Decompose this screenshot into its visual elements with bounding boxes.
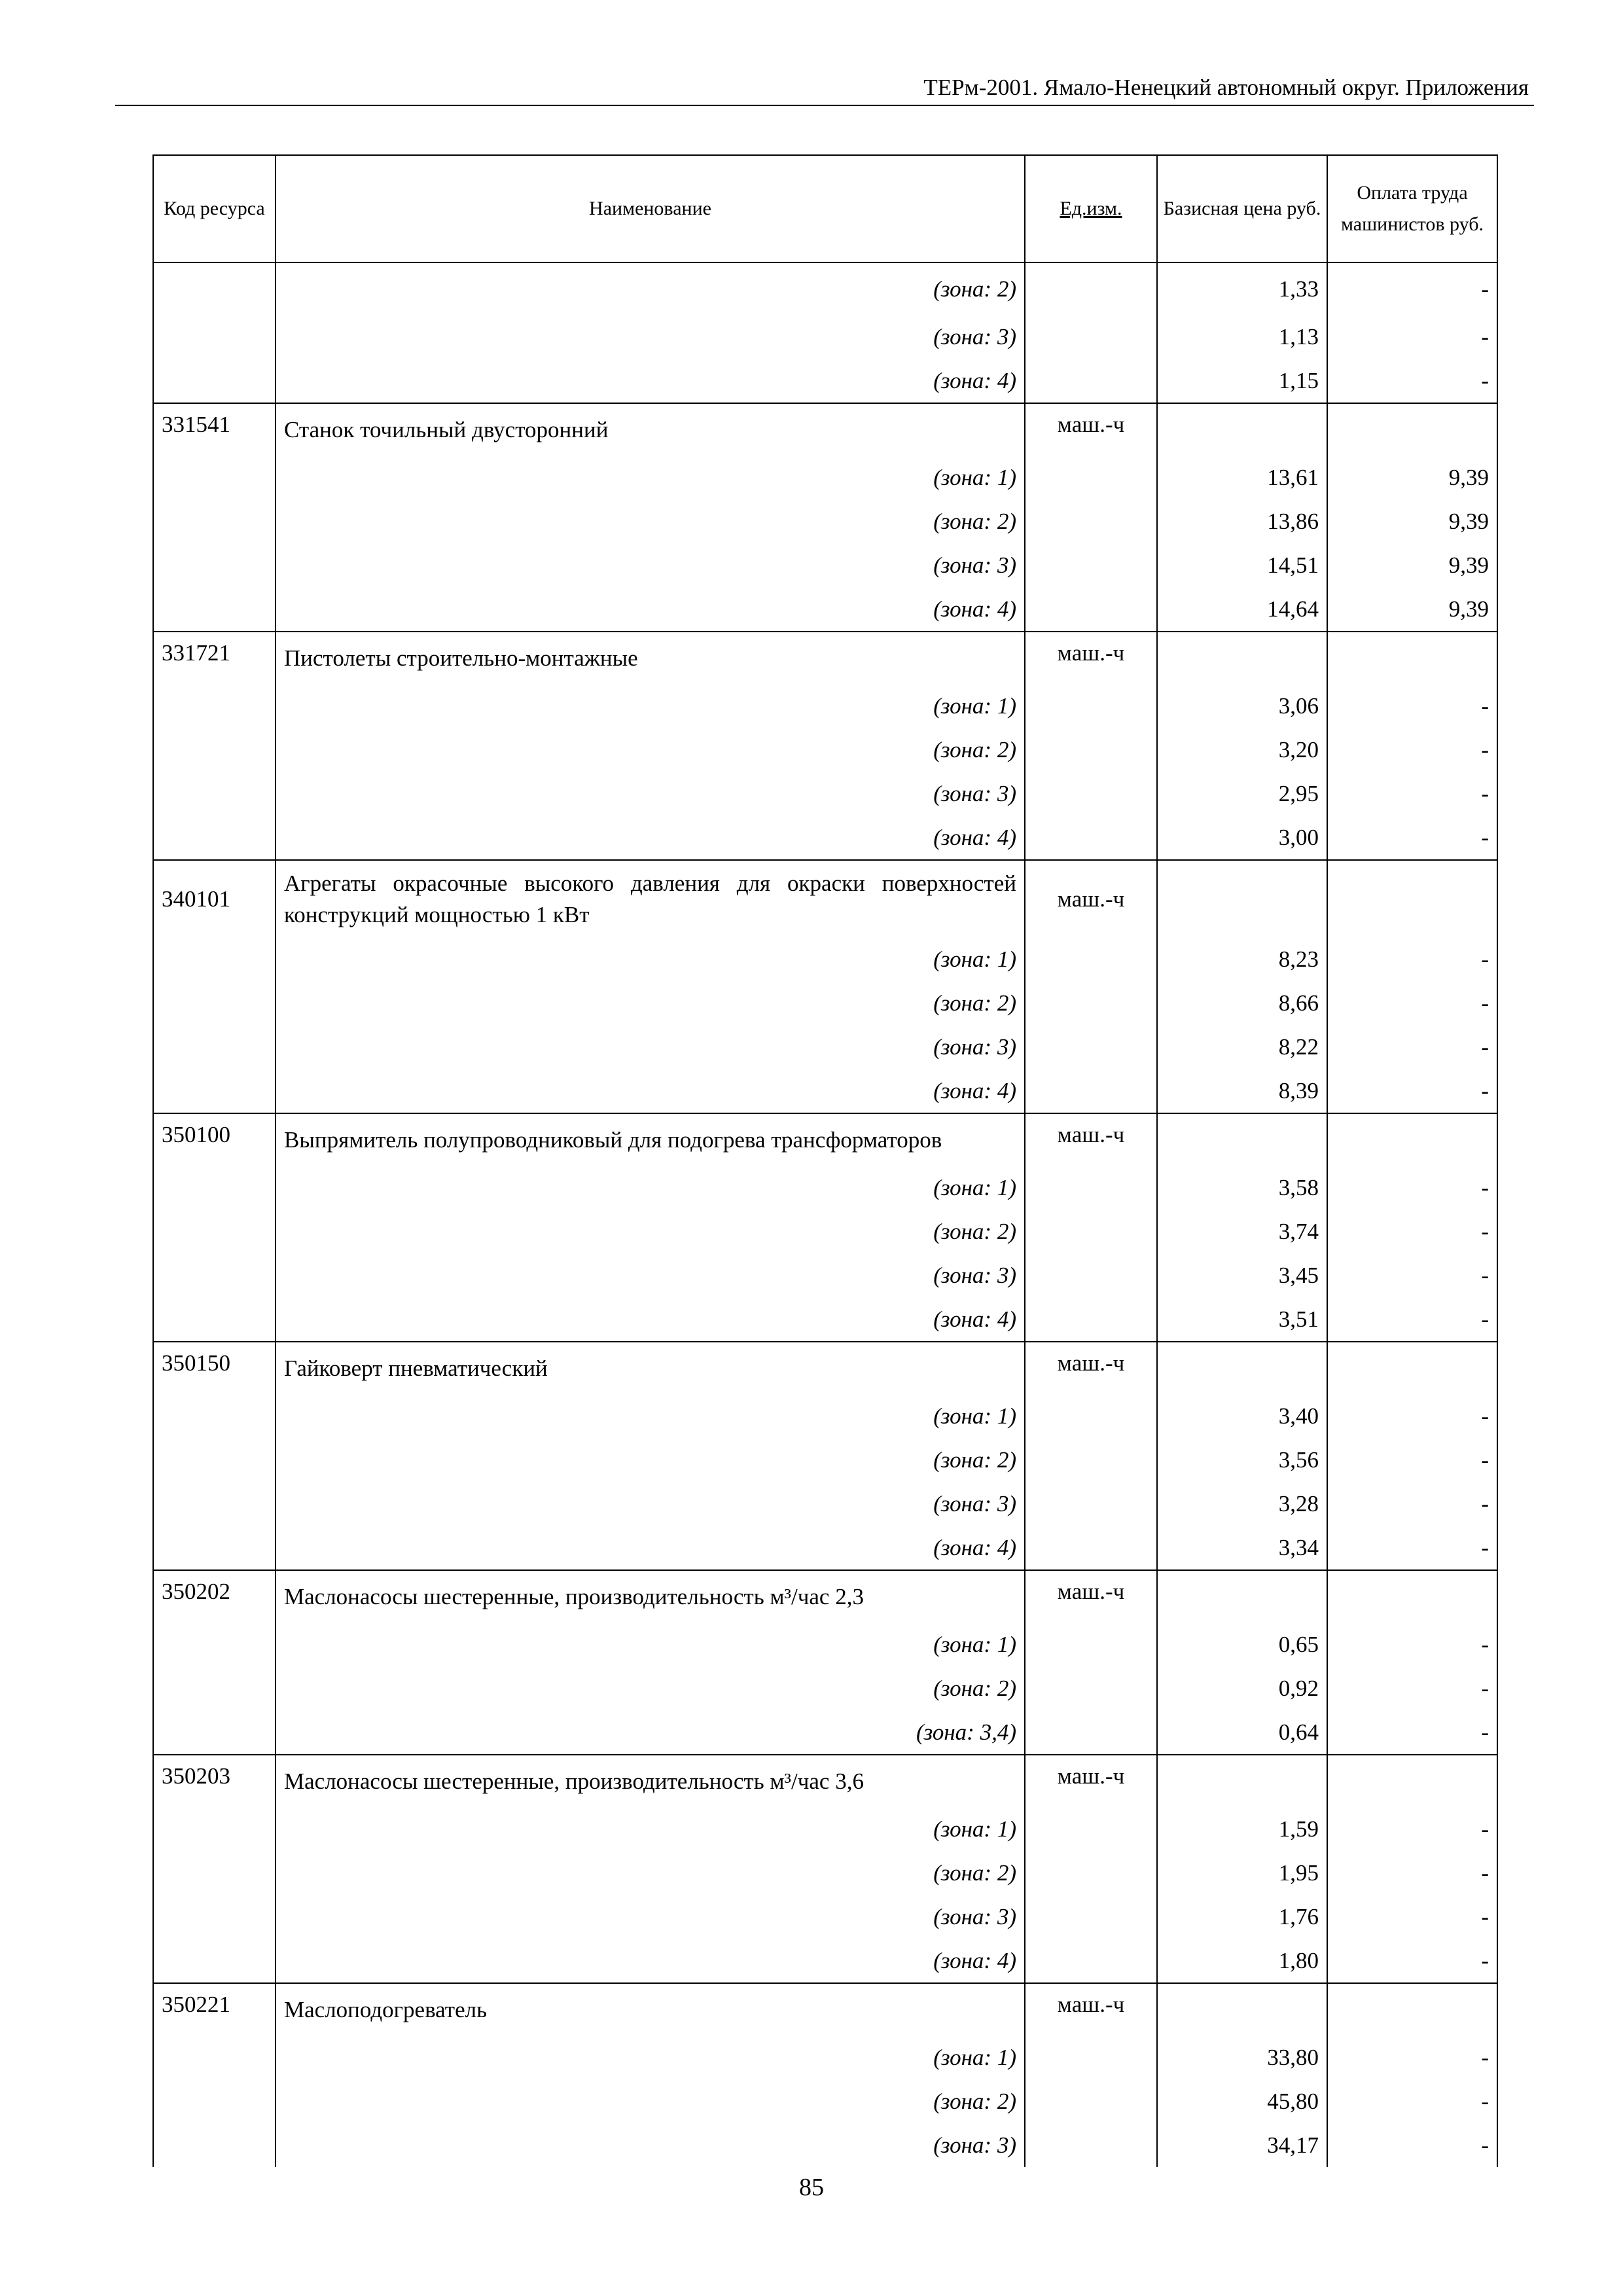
page-header <box>115 72 1534 106</box>
price-cell: 2,95 <box>1157 772 1327 816</box>
unit-cell <box>1025 2079 1157 2123</box>
document-title: ТЕРм-2001. Ямало-Ненецкий автономный округ. Приложения <box>923 75 1529 100</box>
labor-cell: - <box>1327 1438 1497 1482</box>
code-cell <box>153 981 276 1025</box>
price-cell: 0,64 <box>1157 1710 1327 1755</box>
code-cell <box>153 2123 276 2167</box>
code-cell <box>153 1297 276 1342</box>
code-cell <box>153 359 276 403</box>
labor-cell <box>1327 1113 1497 1166</box>
labor-cell: - <box>1327 1895 1497 1939</box>
resource-row <box>153 403 1497 456</box>
unit-cell <box>1025 1482 1157 1526</box>
zone-cell: (зона: 4) <box>276 1069 1025 1113</box>
unit-cell <box>1025 2123 1157 2167</box>
code-cell <box>153 1666 276 1710</box>
price-cell: 3,28 <box>1157 1482 1327 1526</box>
code-cell <box>153 2036 276 2079</box>
labor-cell: - <box>1327 1807 1497 1851</box>
zone-cell: (зона: 4) <box>276 1297 1025 1342</box>
code-cell <box>153 1895 276 1939</box>
zone-row <box>153 1526 1497 1570</box>
labor-cell <box>1327 403 1497 456</box>
zone-cell: (зона: 1) <box>276 2036 1025 2079</box>
price-cell: 8,39 <box>1157 1069 1327 1113</box>
code-cell <box>153 728 276 772</box>
code-cell <box>153 1526 276 1570</box>
zone-cell: (зона: 1) <box>276 1394 1025 1438</box>
labor-cell: - <box>1327 1297 1497 1342</box>
header-unit <box>1025 155 1157 262</box>
price-cell <box>1157 860 1327 937</box>
zone-row <box>153 981 1497 1025</box>
price-cell: 3,74 <box>1157 1210 1327 1253</box>
zone-row <box>153 684 1497 728</box>
code-cell <box>153 543 276 587</box>
code-cell <box>153 1710 276 1755</box>
price-cell: 1,76 <box>1157 1895 1327 1939</box>
price-cell: 1,13 <box>1157 315 1327 359</box>
zone-cell: (зона: 4) <box>276 1939 1025 1983</box>
code-cell <box>153 1069 276 1113</box>
labor-cell: - <box>1327 359 1497 403</box>
resource-row <box>153 1570 1497 1623</box>
code-cell <box>153 1025 276 1069</box>
unit-cell <box>1025 1394 1157 1438</box>
zone-cell: (зона: 1) <box>276 1623 1025 1666</box>
zone-cell: (зона: 3) <box>276 315 1025 359</box>
labor-cell: - <box>1327 1394 1497 1438</box>
unit-cell <box>1025 1623 1157 1666</box>
resource-row <box>153 1755 1497 1807</box>
resource-name: Пистолеты строительно-монтажные <box>276 632 1025 684</box>
resource-unit: маш.-ч <box>1025 1755 1157 1807</box>
resource-name: Агрегаты окрасочные высокого давления для окраски поверхностей конструкций мощностью 1 кВт <box>276 860 1025 937</box>
price-cell: 3,40 <box>1157 1394 1327 1438</box>
resource-code: 350202 <box>153 1570 276 1623</box>
labor-cell: - <box>1327 1210 1497 1253</box>
zone-row <box>153 1710 1497 1755</box>
price-cell: 8,22 <box>1157 1025 1327 1069</box>
labor-cell: - <box>1327 1710 1497 1755</box>
unit-cell <box>1025 1895 1157 1939</box>
zone-cell: (зона: 4) <box>276 816 1025 860</box>
labor-cell: - <box>1327 981 1497 1025</box>
zone-cell: (зона: 2) <box>276 1210 1025 1253</box>
code-cell <box>153 1482 276 1526</box>
zone-cell: (зона: 2) <box>276 1666 1025 1710</box>
unit-cell <box>1025 1939 1157 1983</box>
zone-row <box>153 1895 1497 1939</box>
code-cell <box>153 684 276 728</box>
resource-name: Станок точильный двусторонний <box>276 403 1025 456</box>
zone-cell: (зона: 3) <box>276 772 1025 816</box>
price-cell: 1,80 <box>1157 1939 1327 1983</box>
labor-cell: 9,39 <box>1327 543 1497 587</box>
zone-cell: (зона: 3) <box>276 1025 1025 1069</box>
price-cell <box>1157 1570 1327 1623</box>
price-cell: 1,33 <box>1157 262 1327 315</box>
unit-cell <box>1025 1166 1157 1210</box>
code-cell <box>153 816 276 860</box>
resource-unit: маш.-ч <box>1025 1983 1157 2036</box>
resource-unit: маш.-ч <box>1025 403 1157 456</box>
zone-row <box>153 1253 1497 1297</box>
page-number: 85 <box>799 2174 824 2201</box>
zone-cell: (зона: 2) <box>276 1438 1025 1482</box>
labor-cell: - <box>1327 1623 1497 1666</box>
zone-row <box>153 499 1497 543</box>
zone-cell: (зона: 2) <box>276 499 1025 543</box>
zone-row <box>153 1666 1497 1710</box>
header-price: Базисная цена руб. <box>1157 155 1327 262</box>
code-cell <box>153 1851 276 1895</box>
table-header-row <box>153 155 1497 262</box>
labor-cell: - <box>1327 1851 1497 1895</box>
zone-cell: (зона: 2) <box>276 1851 1025 1895</box>
price-cell: 34,17 <box>1157 2123 1327 2167</box>
zone-cell: (зона: 4) <box>276 359 1025 403</box>
price-cell: 1,59 <box>1157 1807 1327 1851</box>
labor-cell: - <box>1327 1025 1497 1069</box>
price-cell: 14,64 <box>1157 587 1327 632</box>
labor-cell: 9,39 <box>1327 587 1497 632</box>
unit-cell <box>1025 262 1157 315</box>
labor-cell: - <box>1327 772 1497 816</box>
labor-cell: - <box>1327 1069 1497 1113</box>
resource-row <box>153 1113 1497 1166</box>
code-cell <box>153 1623 276 1666</box>
header-name: Наименование <box>276 155 1025 262</box>
zone-cell: (зона: 3) <box>276 1482 1025 1526</box>
zone-row <box>153 2079 1497 2123</box>
labor-cell: - <box>1327 937 1497 981</box>
zone-row <box>153 359 1497 403</box>
zone-row <box>153 1482 1497 1526</box>
zone-row <box>153 772 1497 816</box>
price-cell <box>1157 1113 1327 1166</box>
zone-row <box>153 315 1497 359</box>
unit-cell <box>1025 816 1157 860</box>
code-cell <box>153 1438 276 1482</box>
table-body <box>153 262 1497 2167</box>
price-cell <box>1157 1342 1327 1394</box>
zone-row <box>153 1939 1497 1983</box>
unit-cell <box>1025 1025 1157 1069</box>
resource-name: Маслоподогреватель <box>276 1983 1025 2036</box>
price-cell: 3,34 <box>1157 1526 1327 1570</box>
code-cell <box>153 587 276 632</box>
unit-cell <box>1025 1710 1157 1755</box>
resource-code: 331541 <box>153 403 276 456</box>
zone-cell: (зона: 2) <box>276 2079 1025 2123</box>
zone-cell: (зона: 3) <box>276 1253 1025 1297</box>
labor-cell: - <box>1327 2123 1497 2167</box>
zone-row <box>153 1394 1497 1438</box>
resource-code: 350203 <box>153 1755 276 1807</box>
zone-row <box>153 1297 1497 1342</box>
zone-row <box>153 1623 1497 1666</box>
zone-cell: (зона: 3) <box>276 2123 1025 2167</box>
zone-row <box>153 937 1497 981</box>
price-cell: 8,23 <box>1157 937 1327 981</box>
zone-row <box>153 2036 1497 2079</box>
unit-cell <box>1025 499 1157 543</box>
resource-name: Маслонасосы шестеренные, производительность м³/час 2,3 <box>276 1570 1025 1623</box>
unit-cell <box>1025 772 1157 816</box>
resource-row <box>153 1983 1497 2036</box>
unit-cell <box>1025 1438 1157 1482</box>
zone-cell: (зона: 3) <box>276 1895 1025 1939</box>
labor-cell: - <box>1327 816 1497 860</box>
price-cell: 1,95 <box>1157 1851 1327 1895</box>
unit-cell <box>1025 1210 1157 1253</box>
unit-cell <box>1025 456 1157 499</box>
code-cell <box>153 262 276 315</box>
zone-cell: (зона: 4) <box>276 587 1025 632</box>
zone-row <box>153 1166 1497 1210</box>
code-cell <box>153 937 276 981</box>
zone-row <box>153 1851 1497 1895</box>
resource-row <box>153 860 1497 937</box>
price-cell: 0,65 <box>1157 1623 1327 1666</box>
zone-cell: (зона: 3) <box>276 543 1025 587</box>
code-cell <box>153 2079 276 2123</box>
resource-row <box>153 632 1497 684</box>
price-cell: 0,92 <box>1157 1666 1327 1710</box>
resource-code: 331721 <box>153 632 276 684</box>
price-cell: 45,80 <box>1157 2079 1327 2123</box>
price-cell: 3,58 <box>1157 1166 1327 1210</box>
price-cell <box>1157 1983 1327 2036</box>
price-cell: 14,51 <box>1157 543 1327 587</box>
zone-cell: (зона: 1) <box>276 456 1025 499</box>
unit-cell <box>1025 728 1157 772</box>
labor-cell: - <box>1327 262 1497 315</box>
code-cell <box>153 456 276 499</box>
resource-unit: маш.-ч <box>1025 860 1157 937</box>
header-unit-label: Ед.изм. <box>1060 198 1122 219</box>
resource-price-table <box>152 154 1498 2167</box>
unit-cell <box>1025 543 1157 587</box>
unit-cell <box>1025 359 1157 403</box>
zone-cell: (зона: 4) <box>276 1526 1025 1570</box>
labor-cell <box>1327 632 1497 684</box>
labor-cell <box>1327 1342 1497 1394</box>
zone-row <box>153 456 1497 499</box>
labor-cell: - <box>1327 1482 1497 1526</box>
labor-cell: 9,39 <box>1327 499 1497 543</box>
price-cell: 13,61 <box>1157 456 1327 499</box>
resource-unit: маш.-ч <box>1025 1570 1157 1623</box>
code-cell <box>153 315 276 359</box>
zone-row <box>153 587 1497 632</box>
labor-cell: - <box>1327 2079 1497 2123</box>
zone-row <box>153 1025 1497 1069</box>
unit-cell <box>1025 1807 1157 1851</box>
zone-row <box>153 1210 1497 1253</box>
resource-unit: маш.-ч <box>1025 1342 1157 1394</box>
code-cell <box>153 1166 276 1210</box>
code-cell <box>153 1210 276 1253</box>
resource-unit: маш.-ч <box>1025 1113 1157 1166</box>
zone-row <box>153 1438 1497 1482</box>
labor-cell: - <box>1327 1253 1497 1297</box>
price-cell: 13,86 <box>1157 499 1327 543</box>
code-cell <box>153 772 276 816</box>
labor-cell <box>1327 860 1497 937</box>
unit-cell <box>1025 315 1157 359</box>
code-cell <box>153 1394 276 1438</box>
price-cell: 1,15 <box>1157 359 1327 403</box>
unit-cell <box>1025 1666 1157 1710</box>
price-cell <box>1157 632 1327 684</box>
zone-cell: (зона: 1) <box>276 684 1025 728</box>
code-cell <box>153 1807 276 1851</box>
labor-cell <box>1327 1570 1497 1623</box>
price-cell: 3,00 <box>1157 816 1327 860</box>
resource-code: 350221 <box>153 1983 276 2036</box>
resource-name: Маслонасосы шестеренные, производительность м³/час 3,6 <box>276 1755 1025 1807</box>
zone-row <box>153 543 1497 587</box>
price-cell: 3,51 <box>1157 1297 1327 1342</box>
code-cell <box>153 499 276 543</box>
zone-cell: (зона: 1) <box>276 1166 1025 1210</box>
unit-cell <box>1025 1526 1157 1570</box>
price-cell: 3,20 <box>1157 728 1327 772</box>
labor-cell: - <box>1327 1166 1497 1210</box>
unit-cell <box>1025 1297 1157 1342</box>
price-cell: 3,56 <box>1157 1438 1327 1482</box>
labor-cell: - <box>1327 1666 1497 1710</box>
code-cell <box>153 1939 276 1983</box>
price-cell <box>1157 1755 1327 1807</box>
zone-cell: (зона: 2) <box>276 262 1025 315</box>
unit-cell <box>1025 2036 1157 2079</box>
labor-cell: 9,39 <box>1327 456 1497 499</box>
labor-cell: - <box>1327 2036 1497 2079</box>
labor-cell <box>1327 1755 1497 1807</box>
price-cell: 8,66 <box>1157 981 1327 1025</box>
resource-code: 350150 <box>153 1342 276 1394</box>
resource-name: Гайковерт пневматический <box>276 1342 1025 1394</box>
resource-row <box>153 1342 1497 1394</box>
labor-cell: - <box>1327 1526 1497 1570</box>
labor-cell: - <box>1327 684 1497 728</box>
zone-row <box>153 2123 1497 2167</box>
zone-row <box>153 816 1497 860</box>
zone-cell: (зона: 2) <box>276 728 1025 772</box>
labor-cell: - <box>1327 1939 1497 1983</box>
unit-cell <box>1025 1851 1157 1895</box>
resource-unit: маш.-ч <box>1025 632 1157 684</box>
unit-cell <box>1025 981 1157 1025</box>
zone-cell: (зона: 1) <box>276 937 1025 981</box>
price-cell: 3,45 <box>1157 1253 1327 1297</box>
zone-row <box>153 1807 1497 1851</box>
price-cell: 33,80 <box>1157 2036 1327 2079</box>
zone-row <box>153 728 1497 772</box>
unit-cell <box>1025 1253 1157 1297</box>
labor-cell: - <box>1327 728 1497 772</box>
zone-row <box>153 1069 1497 1113</box>
labor-cell: - <box>1327 315 1497 359</box>
zone-cell: (зона: 2) <box>276 981 1025 1025</box>
unit-cell <box>1025 587 1157 632</box>
zone-cell: (зона: 3,4) <box>276 1710 1025 1755</box>
unit-cell <box>1025 937 1157 981</box>
header-labor: Оплата труда машинистов руб. <box>1327 155 1497 262</box>
price-cell: 3,06 <box>1157 684 1327 728</box>
header-code: Код ресурса <box>153 155 276 262</box>
unit-cell <box>1025 684 1157 728</box>
resource-code: 350100 <box>153 1113 276 1166</box>
zone-cell: (зона: 1) <box>276 1807 1025 1851</box>
resource-code: 340101 <box>153 860 276 937</box>
unit-cell <box>1025 1069 1157 1113</box>
labor-cell <box>1327 1983 1497 2036</box>
resource-name: Выпрямитель полупроводниковый для подогрева трансформаторов <box>276 1113 1025 1166</box>
code-cell <box>153 1253 276 1297</box>
price-cell <box>1157 403 1327 456</box>
zone-row <box>153 262 1497 315</box>
